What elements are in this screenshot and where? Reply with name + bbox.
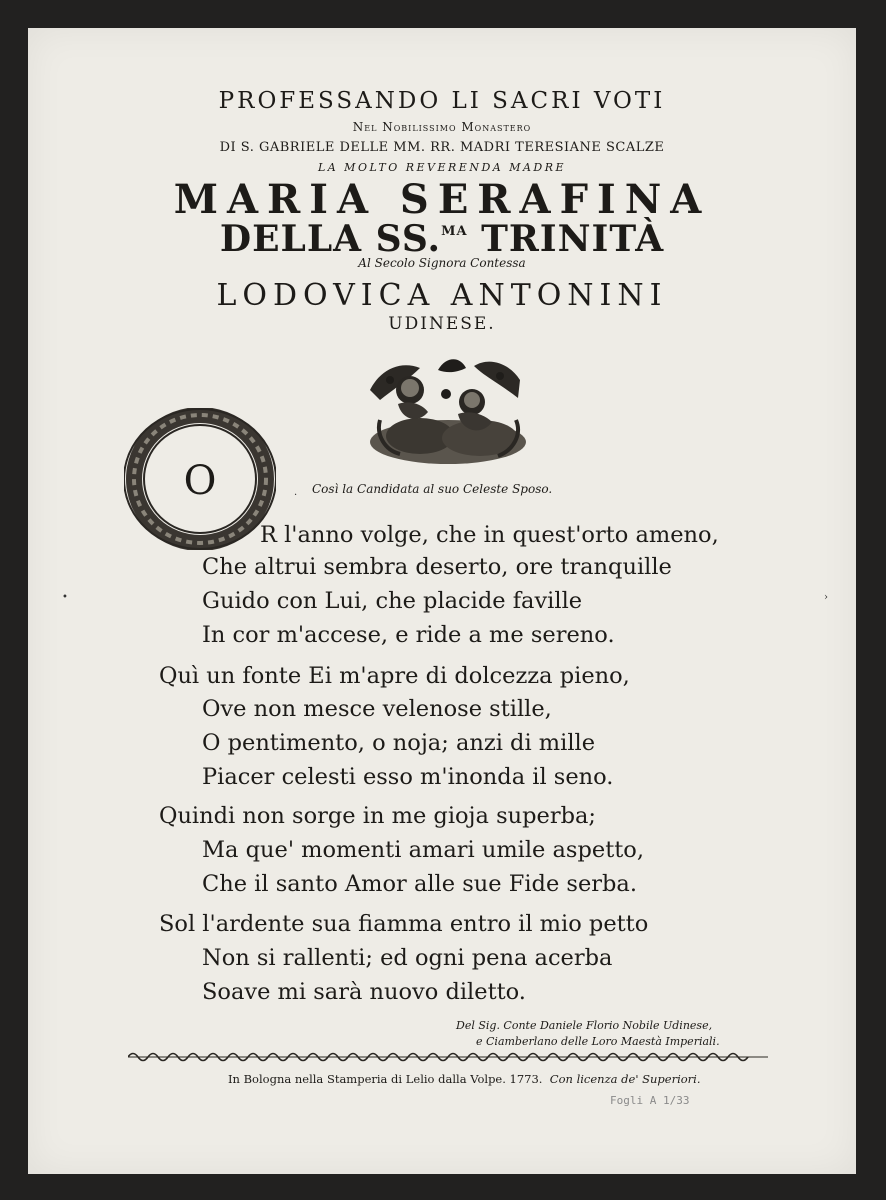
verse-line: Guido con Lui, che placide faville <box>202 588 583 614</box>
broadside-sheet <box>28 28 856 1174</box>
secular-name: LODOVICA ANTONINI <box>216 278 668 313</box>
verse-line: O pentimento, o noja; anzi di mille <box>202 730 596 756</box>
nun-name: MARIA SERAFINA <box>173 176 711 223</box>
nun-title-end: TRINITÀ <box>481 218 665 260</box>
ornamental-border-icon <box>128 1050 768 1064</box>
verse-line: Soave mi sarà nuovo diletto. <box>202 979 526 1005</box>
verse-line: Ove non mesce velenose stille, <box>202 696 552 722</box>
verse-line: Piacer celesti esso m'inonda il seno. <box>202 764 614 790</box>
imprint-line <box>228 1072 701 1086</box>
verse-line: Non si rallenti; ed ogni pena acerba <box>202 945 613 971</box>
margin-mark-left: • <box>62 592 68 603</box>
secular-label: Al Secolo Signora Contessa <box>358 256 526 270</box>
heading-line-2: Nel Nobilissimo Monastero <box>352 120 532 134</box>
heading-line-4: LA MOLTO REVERENDA MADRE <box>317 161 567 174</box>
heading-line-3: DI S. GABRIELE DELLE MM. RR. MADRI TERESIANE SCALZE <box>219 140 665 155</box>
manuscript-shelfmark-note: Fogli A 1/33 <box>610 1094 690 1107</box>
attribution-line-1: Del Sig. Conte Daniele Florio Nobile Udinese, <box>456 1019 713 1032</box>
imprint-text: In Bologna nella Stamperia di Lelio dalla Volpe. 1773. <box>228 1072 543 1086</box>
verse-line: Sol l'ardente sua fiamma entro il mio petto <box>159 911 649 937</box>
margin-mark-right: › <box>824 592 828 603</box>
nun-title-superscript: MA <box>441 224 468 239</box>
verse-line: Quì un fonte Ei m'apre di dolcezza pieno, <box>159 663 630 689</box>
initial-letter: O <box>183 458 217 504</box>
dedication-dot: · <box>294 490 298 501</box>
verse-line: Ma que' momenti amari umile aspetto, <box>202 837 644 863</box>
imprint-license: Con licenza de' Superiori. <box>549 1072 701 1086</box>
verse-line: R l'anno volge, che in quest'orto ameno, <box>260 522 719 548</box>
dedication-line: Così la Candidata al suo Celeste Sposo. <box>312 482 553 496</box>
verse-line: In cor m'accese, e ride a me sereno. <box>202 622 615 648</box>
ornamental-initial-o-icon <box>124 408 276 550</box>
nun-title <box>28 218 856 260</box>
verse-line: Che il santo Amor alle sue Fide serba. <box>202 871 637 897</box>
heading-line-1: PROFESSANDO LI SACRI VOTI <box>218 88 666 114</box>
origin-label: UDINESE. <box>388 314 496 334</box>
verse-line: Che altrui sembra deserto, ore tranquille <box>202 554 672 580</box>
verse-line: Quindi non sorge in me gioja superba; <box>159 803 597 829</box>
nun-title-main: DELLA SS. <box>219 218 442 260</box>
cherubs-vignette-icon <box>350 350 546 472</box>
attribution-line-2: e Ciamberlano delle Loro Maestà Imperiali. <box>476 1035 720 1048</box>
